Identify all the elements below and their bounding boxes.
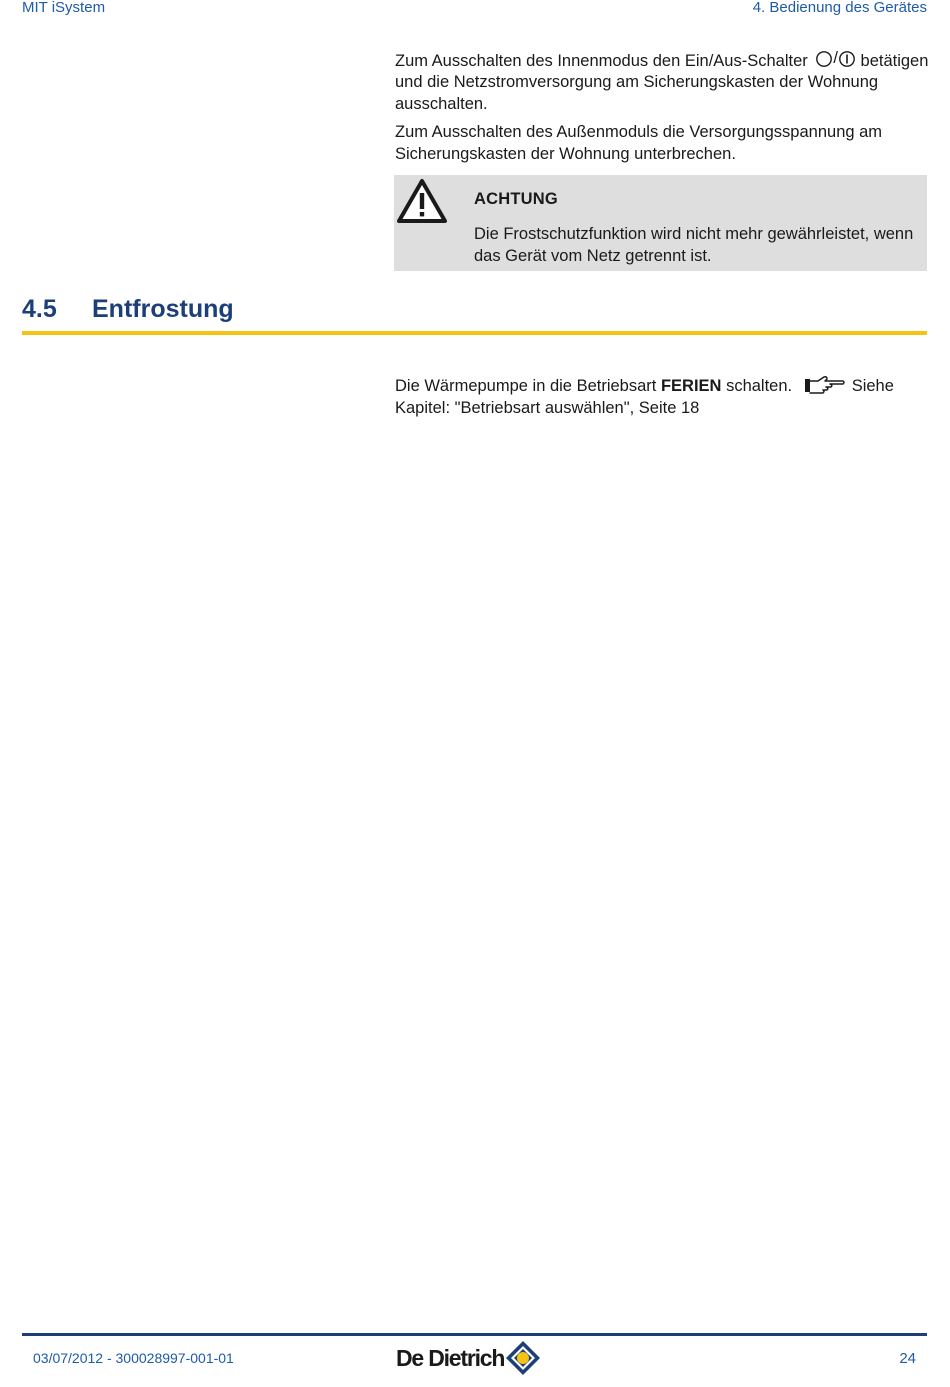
paragraph-switch-off-outdoor: Zum Ausschalten des Außenmoduls die Versorgungsspannung am Sicherungskasten der Wohnung unterbrechen. (395, 123, 883, 163)
paragraph-text: Zum Ausschalten des Innenmodus den Ein/Aus-Schalter (395, 51, 808, 70)
power-off-icon (815, 50, 833, 68)
footer-divider (22, 1333, 927, 1336)
page-number: 24 (899, 1350, 916, 1367)
section-title: Entfrostung (92, 295, 234, 323)
pointing-hand-icon (804, 375, 846, 395)
reference-label: Siehe (851, 377, 894, 395)
section-heading (22, 295, 234, 324)
footer-date-docnum: 03/07/2012 - 300028997-001-01 (33, 1350, 234, 1366)
brand-logo-text: De Dietrich (396, 1344, 505, 1371)
warning-box (394, 175, 927, 271)
warning-triangle-icon (396, 178, 448, 224)
section-number: 4.5 (22, 295, 57, 323)
warning-text: Die Frostschutzfunktion wird nicht mehr gewährleistet, wenn das Gerät vom Netz getrennt ist. (474, 225, 914, 265)
paragraph-text: Die Wärmepumpe in die Betriebsart (395, 377, 657, 395)
section-divider (22, 331, 927, 335)
power-switch-icons (815, 48, 856, 70)
cross-reference-link[interactable]: Kapitel: "Betriebsart auswählen", Seite 18 (395, 398, 700, 417)
paragraph-text-continued: betätigen und die Netzstromversorgung am Sicherungskasten der Wohnung ausschalten. (395, 51, 929, 113)
header-chapter-title: 4. Bedienung des Gerätes (752, 0, 927, 16)
operating-mode-name: FERIEN (660, 377, 722, 395)
power-on-icon (838, 50, 856, 68)
paragraph-text-mid: schalten. (726, 377, 793, 395)
paragraph-switch-off-indoor (395, 48, 930, 115)
header-product-name: MIT iSystem (22, 0, 106, 16)
brand-diamond-icon (505, 1340, 541, 1376)
power-separator: / (833, 49, 838, 67)
warning-title: ACHTUNG (474, 190, 558, 208)
brand-logo (396, 1340, 541, 1376)
paragraph-defrost-instruction (395, 375, 930, 419)
